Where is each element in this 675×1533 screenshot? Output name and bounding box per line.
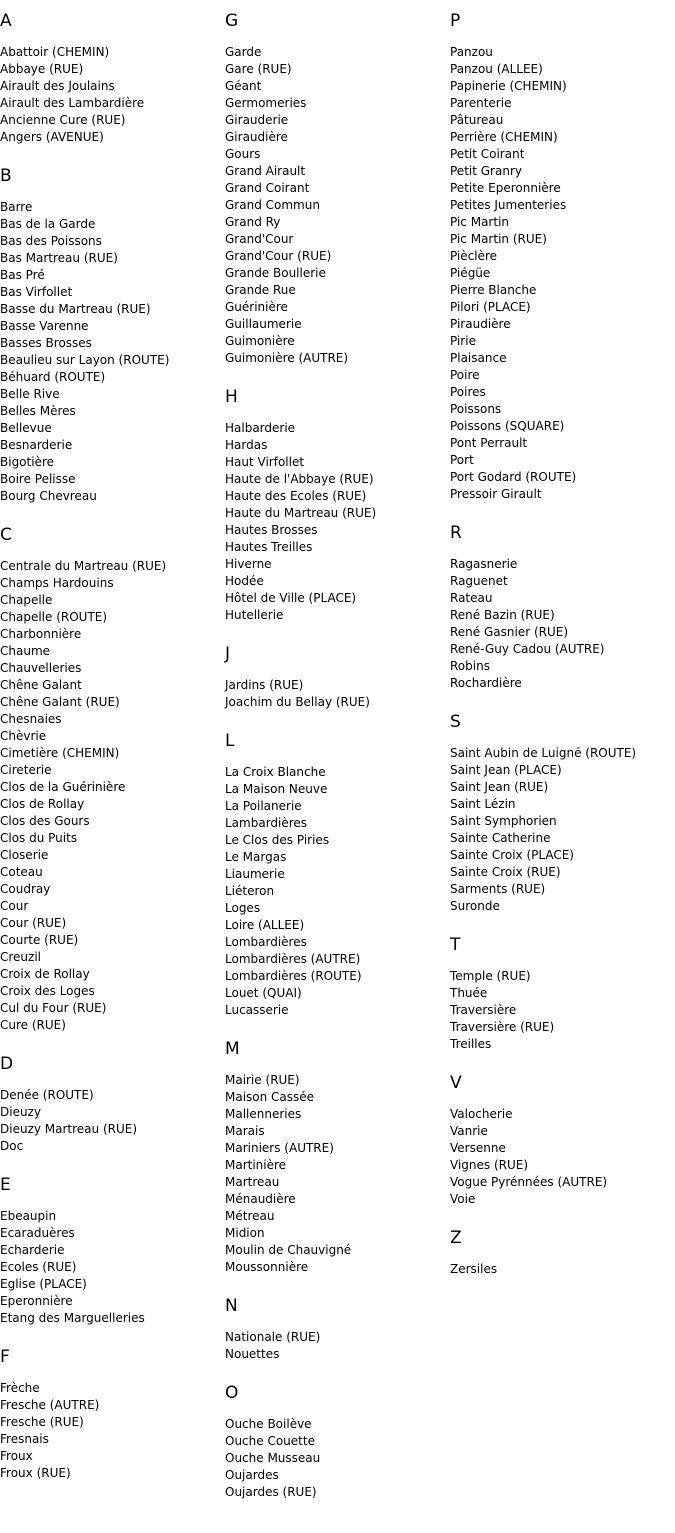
street-link-rene-bazin-rue[interactable]: René Bazin (RUE) xyxy=(450,608,555,622)
street-link-eperonniere[interactable]: Eperonnière xyxy=(0,1294,73,1308)
street-link-hardas[interactable]: Hardas xyxy=(225,438,268,452)
street-link-cimetiere-chemin[interactable]: Cimetière (CHEMIN) xyxy=(0,746,120,760)
street-list xyxy=(450,1106,675,1208)
letter-heading: C xyxy=(0,525,12,545)
street-link-hiverne[interactable]: Hiverne xyxy=(225,557,272,571)
street-link-sainte-croix-place[interactable]: Sainte Croix (PLACE) xyxy=(450,848,574,862)
street-link-lambardieres[interactable]: Lambardières xyxy=(225,816,308,830)
street-link-cul-du-four-rue[interactable]: Cul du Four (RUE) xyxy=(0,1001,107,1015)
street-link-parenterie[interactable]: Parenterie xyxy=(450,96,512,110)
street-link-haute-de-l-abbaye-rue[interactable]: Haute de l'Abbaye (RUE) xyxy=(225,472,374,486)
letter-heading: T xyxy=(450,935,461,955)
letter-heading: D xyxy=(0,1054,14,1074)
street-link-ouche-couette[interactable]: Ouche Couette xyxy=(225,1434,315,1448)
letter-heading: S xyxy=(450,712,461,732)
street-link-pieclere[interactable]: Pièclère xyxy=(450,249,498,263)
street-link-thuee[interactable]: Thuée xyxy=(450,986,488,1000)
street-link-abattoir-chemin[interactable]: Abattoir (CHEMIN) xyxy=(0,45,110,59)
street-link-chapelle[interactable]: Chapelle xyxy=(0,593,53,607)
street-link-temple-rue[interactable]: Temple (RUE) xyxy=(450,969,531,983)
street-link-basse-varenne[interactable]: Basse Varenne xyxy=(0,319,89,333)
street-link-rochardiere[interactable]: Rochardière xyxy=(450,676,522,690)
street-link-grand-coirant[interactable]: Grand Coirant xyxy=(225,181,310,195)
street-link-fresche-rue[interactable]: Fresche (RUE) xyxy=(0,1415,84,1429)
letter-heading: F xyxy=(0,1347,10,1367)
street-link-chaume[interactable]: Chaume xyxy=(0,644,51,658)
street-link-mariniers-autre[interactable]: Mariniers (AUTRE) xyxy=(225,1141,334,1155)
street-link-hodee[interactable]: Hodée xyxy=(225,574,264,588)
street-link-creuzil[interactable]: Creuzil xyxy=(0,950,42,964)
letter-section-g xyxy=(225,10,450,367)
street-link-papinerie-chemin[interactable]: Papinerie (CHEMIN) xyxy=(450,79,567,93)
street-link-belles-meres[interactable]: Belles Mères xyxy=(0,404,76,418)
street-link-grande-boullerie[interactable]: Grande Boullerie xyxy=(225,266,326,280)
street-link-guimoniere[interactable]: Guimonière xyxy=(225,334,295,348)
street-link-chesnaies[interactable]: Chesnaies xyxy=(0,712,62,726)
street-link-ecaradueres[interactable]: Ecaraduères xyxy=(0,1226,75,1240)
street-link-gours[interactable]: Gours xyxy=(225,147,261,161)
street-list xyxy=(0,44,225,146)
street-link-vogue-pyrennees-autre[interactable]: Vogue Pyrénnées (AUTRE) xyxy=(450,1175,608,1189)
letter-section-f xyxy=(0,1346,225,1482)
street-link-panzou-allee[interactable]: Panzou (ALLEE) xyxy=(450,62,543,76)
street-link-bas-martreau-rue[interactable]: Bas Martreau (RUE) xyxy=(0,251,118,265)
street-link-clos-de-rollay[interactable]: Clos de Rollay xyxy=(0,797,85,811)
street-link-rateau[interactable]: Rateau xyxy=(450,591,493,605)
street-link-ouche-musseau[interactable]: Ouche Musseau xyxy=(225,1451,321,1465)
street-link-giraudiere[interactable]: Giraudière xyxy=(225,130,288,144)
letter-section-j xyxy=(225,643,450,711)
street-list xyxy=(0,1087,225,1155)
street-list xyxy=(225,677,450,711)
street-link-haute-du-martreau-rue[interactable]: Haute du Martreau (RUE) xyxy=(225,506,377,520)
street-link-port-godard-route[interactable]: Port Godard (ROUTE) xyxy=(450,470,577,484)
street-link-traversiere-rue[interactable]: Traversière (RUE) xyxy=(450,1020,555,1034)
letter-section-r xyxy=(450,522,675,692)
street-list xyxy=(225,1329,450,1363)
street-link-saint-aubin-de-luigne-route[interactable]: Saint Aubin de Luigné (ROUTE) xyxy=(450,746,637,760)
street-link-halbarderie[interactable]: Halbarderie xyxy=(225,421,296,435)
street-link-hotel-de-ville-place[interactable]: Hôtel de Ville (PLACE) xyxy=(225,591,357,605)
street-link-nationale-rue[interactable]: Nationale (RUE) xyxy=(225,1330,321,1344)
street-link-midion[interactable]: Midion xyxy=(225,1226,265,1240)
street-link-vanrie[interactable]: Vanrie xyxy=(450,1124,488,1138)
letter-heading: J xyxy=(225,644,231,664)
street-link-grand-cour-rue[interactable]: Grand'Cour (RUE) xyxy=(225,249,332,263)
street-list xyxy=(225,1416,450,1501)
letter-section-c xyxy=(0,524,225,1034)
street-link-pressoir-girault[interactable]: Pressoir Girault xyxy=(450,487,542,501)
street-link-chene-galant[interactable]: Chêne Galant xyxy=(0,678,82,692)
street-link-angers-avenue[interactable]: Angers (AVENUE) xyxy=(0,130,104,144)
letter-heading: R xyxy=(450,523,462,543)
street-link-pilori-place[interactable]: Pilori (PLACE) xyxy=(450,300,531,314)
street-link-cour-rue[interactable]: Cour (RUE) xyxy=(0,916,67,930)
street-link-coteau[interactable]: Coteau xyxy=(0,865,43,879)
street-link-eglise-place[interactable]: Eglise (PLACE) xyxy=(0,1277,87,1291)
street-link-la-poilanerie[interactable]: La Poilanerie xyxy=(225,799,302,813)
street-link-chapelle-route[interactable]: Chapelle (ROUTE) xyxy=(0,610,108,624)
street-link-chevrie[interactable]: Chèvrie xyxy=(0,729,47,743)
street-link-martreau[interactable]: Martreau xyxy=(225,1175,280,1189)
street-list xyxy=(225,1072,450,1276)
street-link-coudray[interactable]: Coudray xyxy=(0,882,51,896)
street-list xyxy=(0,1208,225,1327)
street-link-abbaye-rue[interactable]: Abbaye (RUE) xyxy=(0,62,84,76)
street-link-fresche-autre[interactable]: Fresche (AUTRE) xyxy=(0,1398,100,1412)
letter-heading: B xyxy=(0,166,12,186)
street-link-jardins-rue[interactable]: Jardins (RUE) xyxy=(225,678,304,692)
letter-section-p xyxy=(450,10,675,503)
street-link-basses-brosses[interactable]: Basses Brosses xyxy=(0,336,92,350)
street-link-marais[interactable]: Marais xyxy=(225,1124,265,1138)
street-list xyxy=(225,44,450,367)
street-list xyxy=(450,556,675,692)
street-link-zersiles[interactable]: Zersiles xyxy=(450,1262,498,1276)
letter-section-z xyxy=(450,1227,675,1278)
street-link-ecoles-rue[interactable]: Ecoles (RUE) xyxy=(0,1260,77,1274)
street-link-guillaumerie[interactable]: Guillaumerie xyxy=(225,317,302,331)
street-link-ancienne-cure-rue[interactable]: Ancienne Cure (RUE) xyxy=(0,113,126,127)
letter-section-l xyxy=(225,730,450,1019)
street-link-bas-de-la-garde[interactable]: Bas de la Garde xyxy=(0,217,96,231)
street-link-haute-des-ecoles-rue[interactable]: Haute des Ecoles (RUE) xyxy=(225,489,367,503)
street-link-petite-eperonniere[interactable]: Petite Eperonnière xyxy=(450,181,561,195)
letter-section-t xyxy=(450,934,675,1053)
index-column-3 xyxy=(450,10,675,1297)
street-link-pic-martin-rue[interactable]: Pic Martin (RUE) xyxy=(450,232,547,246)
street-link-lombardieres-route[interactable]: Lombardières (ROUTE) xyxy=(225,969,362,983)
letter-section-n xyxy=(225,1295,450,1363)
street-link-belle-rive[interactable]: Belle Rive xyxy=(0,387,60,401)
street-link-clos-du-puits[interactable]: Clos du Puits xyxy=(0,831,78,845)
street-link-saint-jean-rue[interactable]: Saint Jean (RUE) xyxy=(450,780,549,794)
street-link-clos-des-gours[interactable]: Clos des Gours xyxy=(0,814,90,828)
street-link-centrale-du-martreau-rue[interactable]: Centrale du Martreau (RUE) xyxy=(0,559,167,573)
street-link-perriere-chemin[interactable]: Perrière (CHEMIN) xyxy=(450,130,558,144)
letter-section-e xyxy=(0,1174,225,1327)
street-link-bas-des-poissons[interactable]: Bas des Poissons xyxy=(0,234,102,248)
street-link-valocherie[interactable]: Valocherie xyxy=(450,1107,513,1121)
street-link-poire[interactable]: Poire xyxy=(450,368,480,382)
street-link-ouche-boileve[interactable]: Ouche Boilève xyxy=(225,1417,312,1431)
street-link-barre[interactable]: Barre xyxy=(0,200,33,214)
street-link-rene-gasnier-rue[interactable]: René Gasnier (RUE) xyxy=(450,625,569,639)
street-link-lieteron[interactable]: Liéteron xyxy=(225,884,275,898)
street-link-etang-des-marguelleries[interactable]: Etang des Marguelleries xyxy=(0,1311,145,1325)
street-link-poissons[interactable]: Poissons xyxy=(450,402,502,416)
street-link-la-croix-blanche[interactable]: La Croix Blanche xyxy=(225,765,326,779)
street-link-voie[interactable]: Voie xyxy=(450,1192,476,1206)
street-link-traversiere[interactable]: Traversière xyxy=(450,1003,517,1017)
street-link-sainte-catherine[interactable]: Sainte Catherine xyxy=(450,831,551,845)
street-link-liaumerie[interactable]: Liaumerie xyxy=(225,867,285,881)
street-link-treilles[interactable]: Treilles xyxy=(450,1037,492,1051)
street-link-piegue[interactable]: Piégüe xyxy=(450,266,491,280)
letter-heading: G xyxy=(225,11,239,31)
street-link-sainte-croix-rue[interactable]: Sainte Croix (RUE) xyxy=(450,865,561,879)
street-link-le-margas[interactable]: Le Margas xyxy=(225,850,287,864)
street-link-ebeaupin[interactable]: Ebeaupin xyxy=(0,1209,57,1223)
street-link-champs-hardouins[interactable]: Champs Hardouins xyxy=(0,576,114,590)
street-list xyxy=(225,764,450,1019)
street-link-nouettes[interactable]: Nouettes xyxy=(225,1347,280,1361)
street-link-grand-ry[interactable]: Grand Ry xyxy=(225,215,281,229)
street-link-rene-guy-cadou-autre[interactable]: René-Guy Cadou (AUTRE) xyxy=(450,642,605,656)
street-link-pirie[interactable]: Pirie xyxy=(450,334,476,348)
street-link-sarments-rue[interactable]: Sarments (RUE) xyxy=(450,882,546,896)
street-link-joachim-du-bellay-rue[interactable]: Joachim du Bellay (RUE) xyxy=(225,695,370,709)
street-link-loire-allee[interactable]: Loire (ALLEE) xyxy=(225,918,305,932)
street-link-pont-perrault[interactable]: Pont Perrault xyxy=(450,436,528,450)
letter-section-s xyxy=(450,711,675,915)
street-link-gueriniere[interactable]: Guérinière xyxy=(225,300,288,314)
letter-section-v xyxy=(450,1072,675,1208)
street-list xyxy=(0,558,225,1034)
street-link-patureau[interactable]: Pâtureau xyxy=(450,113,504,127)
street-link-hutellerie[interactable]: Hutellerie xyxy=(225,608,284,622)
street-link-le-clos-des-piries[interactable]: Le Clos des Piries xyxy=(225,833,330,847)
letter-heading: O xyxy=(225,1383,239,1403)
index-column-1 xyxy=(0,10,225,1501)
letter-section-d xyxy=(0,1053,225,1155)
street-list xyxy=(225,420,450,624)
street-link-bigotiere[interactable]: Bigotière xyxy=(0,455,54,469)
street-link-metreau[interactable]: Métreau xyxy=(225,1209,275,1223)
letter-heading: P xyxy=(450,11,461,31)
street-link-gare-rue[interactable]: Gare (RUE) xyxy=(225,62,292,76)
street-link-maison-cassee[interactable]: Maison Cassée xyxy=(225,1090,315,1104)
street-link-courte-rue[interactable]: Courte (RUE) xyxy=(0,933,79,947)
street-link-oujardes[interactable]: Oujardes xyxy=(225,1468,279,1482)
street-link-chene-galant-rue[interactable]: Chêne Galant (RUE) xyxy=(0,695,120,709)
street-link-garde[interactable]: Garde xyxy=(225,45,262,59)
letter-heading: H xyxy=(225,387,238,407)
street-link-saint-lezin[interactable]: Saint Lézin xyxy=(450,797,516,811)
street-link-oujardes-rue[interactable]: Oujardes (RUE) xyxy=(225,1485,317,1499)
street-link-poires[interactable]: Poires xyxy=(450,385,486,399)
street-link-basse-du-martreau-rue[interactable]: Basse du Martreau (RUE) xyxy=(0,302,151,316)
street-link-grand-cour[interactable]: Grand'Cour xyxy=(225,232,294,246)
street-list xyxy=(450,745,675,915)
street-link-denee-route[interactable]: Denée (ROUTE) xyxy=(0,1088,94,1102)
street-list xyxy=(450,968,675,1053)
letter-section-a xyxy=(0,10,225,146)
street-link-freche[interactable]: Frèche xyxy=(0,1381,40,1395)
street-link-haut-virfollet[interactable]: Haut Virfollet xyxy=(225,455,305,469)
street-link-versenne[interactable]: Versenne xyxy=(450,1141,506,1155)
street-link-saint-jean-place[interactable]: Saint Jean (PLACE) xyxy=(450,763,562,777)
street-link-cireterie[interactable]: Cireterie xyxy=(0,763,52,777)
letter-heading: Z xyxy=(450,1228,462,1248)
street-link-pic-martin[interactable]: Pic Martin xyxy=(450,215,510,229)
street-link-girauderie[interactable]: Girauderie xyxy=(225,113,289,127)
street-link-croix-de-rollay[interactable]: Croix de Rollay xyxy=(0,967,90,981)
street-link-petit-granry[interactable]: Petit Granry xyxy=(450,164,522,178)
street-link-raguenet[interactable]: Raguenet xyxy=(450,574,508,588)
street-link-dieuzy[interactable]: Dieuzy xyxy=(0,1105,41,1119)
street-link-froux[interactable]: Froux xyxy=(0,1449,33,1463)
street-link-grand-airault[interactable]: Grand Airault xyxy=(225,164,306,178)
street-link-cure-rue[interactable]: Cure (RUE) xyxy=(0,1018,66,1032)
letter-heading: A xyxy=(0,11,12,31)
street-link-piraudiere[interactable]: Piraudière xyxy=(450,317,511,331)
street-link-hautes-treilles[interactable]: Hautes Treilles xyxy=(225,540,313,554)
street-link-pierre-blanche[interactable]: Pierre Blanche xyxy=(450,283,537,297)
street-link-echarderie[interactable]: Echarderie xyxy=(0,1243,65,1257)
street-link-chauvelleries[interactable]: Chauvelleries xyxy=(0,661,82,675)
street-link-saint-symphorien[interactable]: Saint Symphorien xyxy=(450,814,557,828)
street-link-petites-jumenteries[interactable]: Petites Jumenteries xyxy=(450,198,567,212)
street-link-bellevue[interactable]: Bellevue xyxy=(0,421,52,435)
street-link-airault-des-lambardiere[interactable]: Airault des Lambardière xyxy=(0,96,145,110)
street-link-airault-des-joulains[interactable]: Airault des Joulains xyxy=(0,79,115,93)
street-link-menaudiere[interactable]: Ménaudière xyxy=(225,1192,296,1206)
index-column-2 xyxy=(225,10,450,1520)
street-link-germomeries[interactable]: Germomeries xyxy=(225,96,307,110)
street-link-bas-virfollet[interactable]: Bas Virfollet xyxy=(0,285,73,299)
letter-heading: L xyxy=(225,731,235,751)
street-link-doc[interactable]: Doc xyxy=(0,1139,24,1153)
street-link-closerie[interactable]: Closerie xyxy=(0,848,49,862)
street-link-croix-des-loges[interactable]: Croix des Loges xyxy=(0,984,95,998)
letter-section-h xyxy=(225,386,450,624)
street-link-clos-de-la-gueriniere[interactable]: Clos de la Guérinière xyxy=(0,780,126,794)
street-link-besnarderie[interactable]: Besnarderie xyxy=(0,438,73,452)
street-link-martiniere[interactable]: Martinière xyxy=(225,1158,287,1172)
street-link-froux-rue[interactable]: Froux (RUE) xyxy=(0,1466,71,1480)
street-link-mairie-rue[interactable]: Mairie (RUE) xyxy=(225,1073,300,1087)
street-link-poissons-square[interactable]: Poissons (SQUARE) xyxy=(450,419,565,433)
letter-heading: N xyxy=(225,1296,238,1316)
street-link-lombardieres[interactable]: Lombardières xyxy=(225,935,307,949)
street-link-plaisance[interactable]: Plaisance xyxy=(450,351,507,365)
street-link-grande-rue[interactable]: Grande Rue xyxy=(225,283,296,297)
street-link-vignes-rue[interactable]: Vignes (RUE) xyxy=(450,1158,529,1172)
letter-section-o xyxy=(225,1382,450,1501)
street-link-behuard-route[interactable]: Béhuard (ROUTE) xyxy=(0,370,106,384)
street-link-loges[interactable]: Loges xyxy=(225,901,261,915)
street-link-geant[interactable]: Géant xyxy=(225,79,262,93)
street-link-moulin-de-chauvigne[interactable]: Moulin de Chauvigné xyxy=(225,1243,352,1257)
street-link-charbonniere[interactable]: Charbonnière xyxy=(0,627,82,641)
street-link-bas-pre[interactable]: Bas Pré xyxy=(0,268,45,282)
street-link-bourg-chevreau[interactable]: Bourg Chevreau xyxy=(0,489,97,503)
street-link-moussonniere[interactable]: Moussonnière xyxy=(225,1260,309,1274)
street-link-suronde[interactable]: Suronde xyxy=(450,899,500,913)
letter-heading: M xyxy=(225,1039,240,1059)
street-link-ragasnerie[interactable]: Ragasnerie xyxy=(450,557,518,571)
street-link-petit-coirant[interactable]: Petit Coirant xyxy=(450,147,525,161)
street-link-hautes-brosses[interactable]: Hautes Brosses xyxy=(225,523,318,537)
letter-heading: V xyxy=(450,1073,462,1093)
street-link-fresnais[interactable]: Fresnais xyxy=(0,1432,49,1446)
letter-heading: E xyxy=(0,1175,11,1195)
street-link-lucasserie[interactable]: Lucasserie xyxy=(225,1003,289,1017)
street-link-boire-pelisse[interactable]: Boire Pelisse xyxy=(0,472,76,486)
street-link-beaulieu-sur-layon-route[interactable]: Beaulieu sur Layon (ROUTE) xyxy=(0,353,170,367)
street-link-panzou[interactable]: Panzou xyxy=(450,45,493,59)
street-link-port[interactable]: Port xyxy=(450,453,474,467)
street-link-mallenneries[interactable]: Mallenneries xyxy=(225,1107,302,1121)
street-link-grand-commun[interactable]: Grand Commun xyxy=(225,198,320,212)
street-link-dieuzy-martreau-rue[interactable]: Dieuzy Martreau (RUE) xyxy=(0,1122,138,1136)
letter-section-b xyxy=(0,165,225,505)
street-list xyxy=(0,1380,225,1482)
street-link-robins[interactable]: Robins xyxy=(450,659,490,673)
street-list xyxy=(0,199,225,505)
street-link-louet-quai[interactable]: Louet (QUAI) xyxy=(225,986,302,1000)
letter-section-m xyxy=(225,1038,450,1276)
street-list xyxy=(450,1261,675,1278)
street-link-la-maison-neuve[interactable]: La Maison Neuve xyxy=(225,782,328,796)
street-list xyxy=(450,44,675,503)
street-link-guimoniere-autre[interactable]: Guimonière (AUTRE) xyxy=(225,351,349,365)
street-link-lombardieres-autre[interactable]: Lombardières (AUTRE) xyxy=(225,952,361,966)
street-link-cour[interactable]: Cour xyxy=(0,899,29,913)
